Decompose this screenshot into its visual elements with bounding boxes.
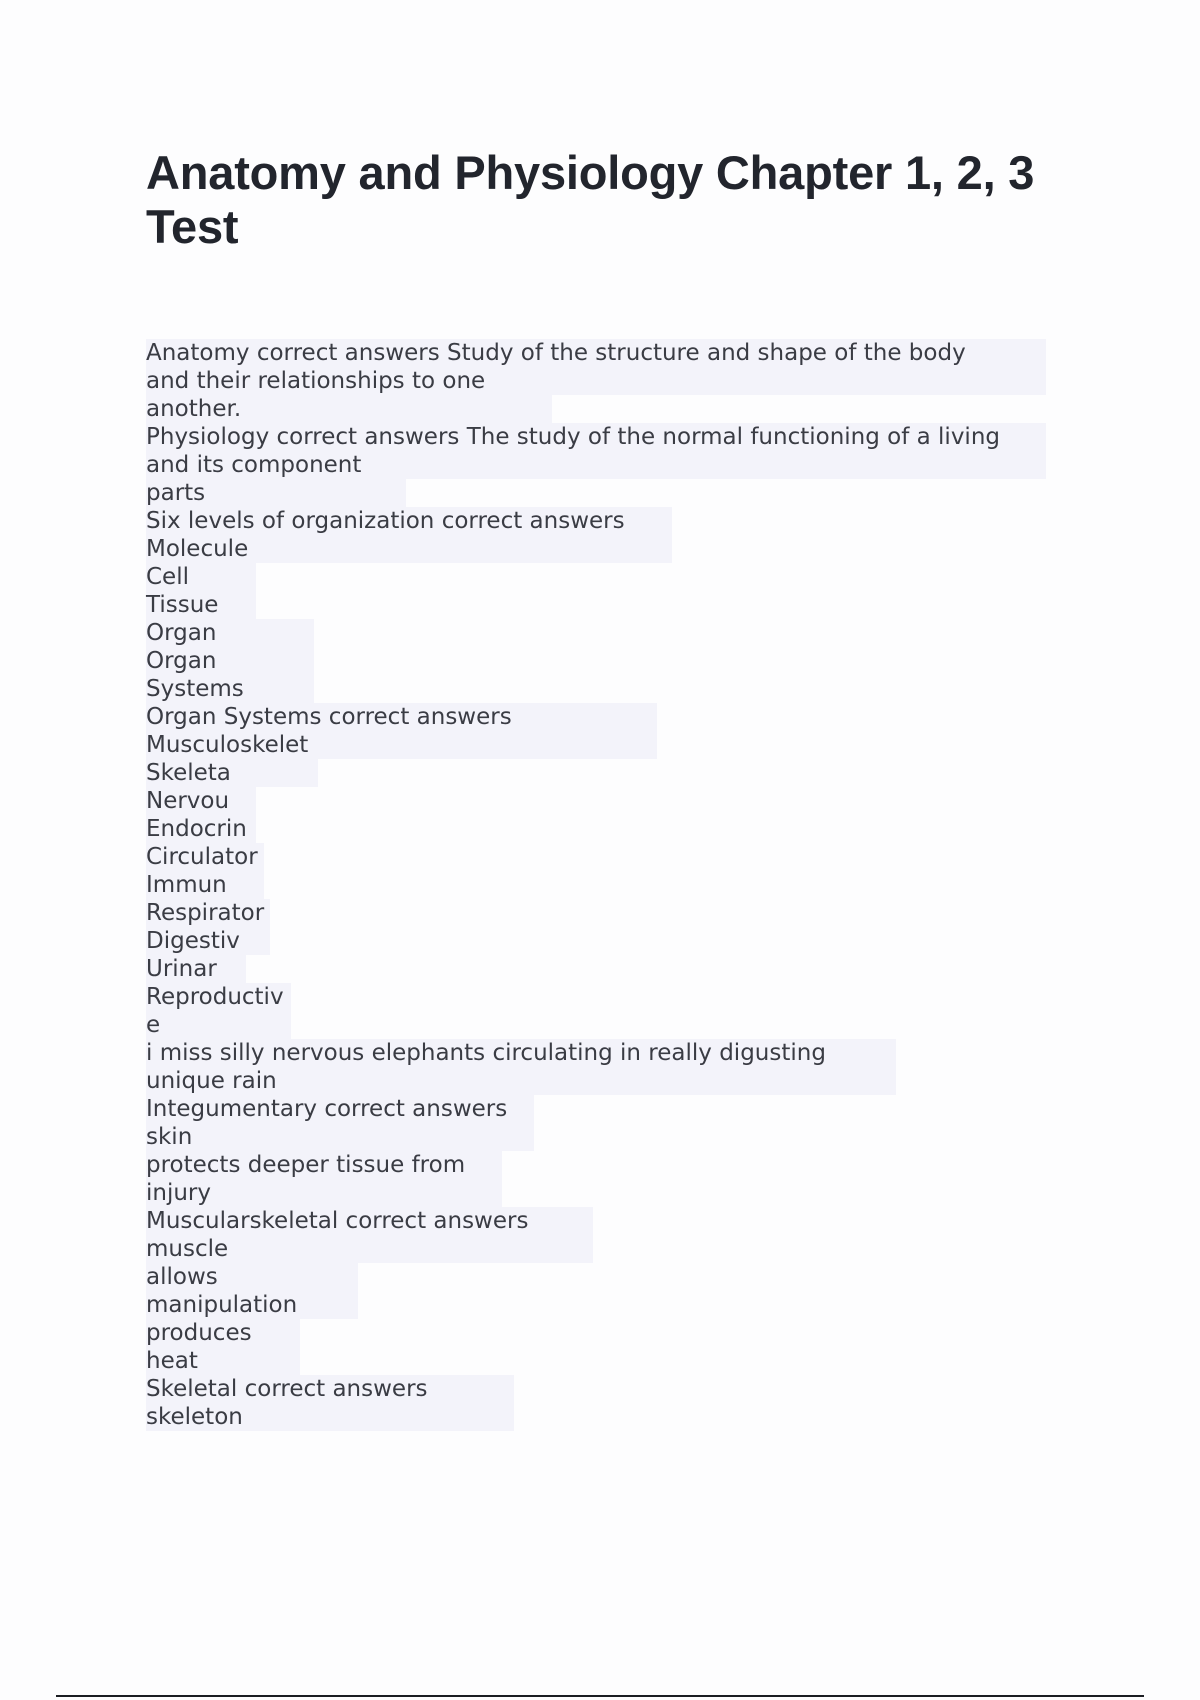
text-line: parts	[146, 479, 1066, 507]
text-line: Skeletal correct answers	[146, 1375, 1066, 1403]
text-line: manipulation	[146, 1291, 1066, 1319]
text-line: Tissue	[146, 591, 1066, 619]
page-title: Anatomy and Physiology Chapter 1, 2, 3 Test	[146, 146, 1035, 253]
text-line: Circulator	[146, 843, 1066, 871]
text-line: and its component	[146, 451, 1066, 479]
text-line: Musculoskelet	[146, 731, 1066, 759]
text-line: Organ Systems correct answers	[146, 703, 1066, 731]
page-bottom-rule	[56, 1695, 1144, 1697]
text-line: Organ	[146, 647, 1066, 675]
text-line: Cell	[146, 563, 1066, 591]
text-line: Nervou	[146, 787, 1066, 815]
text-line: another.	[146, 395, 1066, 423]
text-line: injury	[146, 1179, 1066, 1207]
text-line: Anatomy correct answers Study of the structure and shape of the body	[146, 339, 1066, 367]
text-line: Reproductiv	[146, 983, 1066, 1011]
text-line: Molecule	[146, 535, 1066, 563]
text-line: Six levels of organization correct answers	[146, 507, 1066, 535]
text-line: Integumentary correct answers	[146, 1095, 1066, 1123]
text-line: Respirator	[146, 899, 1066, 927]
text-line: muscle	[146, 1235, 1066, 1263]
text-line: Physiology correct answers The study of the normal functioning of a living	[146, 423, 1066, 451]
text-line: skeleton	[146, 1403, 1066, 1431]
text-line: unique rain	[146, 1067, 1066, 1095]
text-line: protects deeper tissue from	[146, 1151, 1066, 1179]
text-line: heat	[146, 1347, 1066, 1375]
text-line: allows	[146, 1263, 1066, 1291]
text-line: Organ	[146, 619, 1066, 647]
text-line: Systems	[146, 675, 1066, 703]
text-line: Immun	[146, 871, 1066, 899]
text-line: skin	[146, 1123, 1066, 1151]
text-line: Endocrin	[146, 815, 1066, 843]
text-line: produces	[146, 1319, 1066, 1347]
text-line: e	[146, 1011, 1066, 1039]
text-line: and their relationships to one	[146, 367, 1066, 395]
text-line: Digestiv	[146, 927, 1066, 955]
text-line: Skeleta	[146, 759, 1066, 787]
text-line: Urinar	[146, 955, 1066, 983]
text-line: Muscularskeletal correct answers	[146, 1207, 1066, 1235]
text-line: i miss silly nervous elephants circulating in really digusting	[146, 1039, 1066, 1067]
document-body	[146, 339, 1066, 1431]
